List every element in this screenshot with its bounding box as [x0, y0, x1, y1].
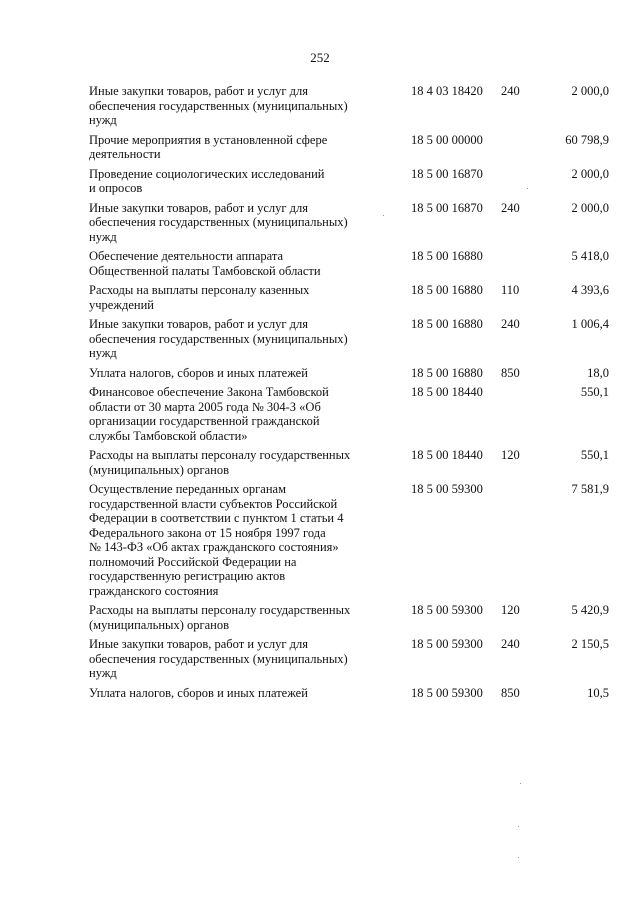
row-amount: 2 150,5	[571, 637, 609, 651]
row-expense-kind: 120	[501, 603, 520, 617]
row-code: 18 5 00 16870	[411, 166, 483, 181]
row-code: 18 5 00 00000	[411, 132, 483, 147]
row-code: 18 5 00 16880	[411, 317, 483, 331]
table-row	[89, 385, 609, 443]
row-code: 18 5 00 16870	[411, 200, 483, 215]
row-amount: 10,5	[587, 685, 609, 700]
row-code: 18 5 00 59300	[411, 603, 483, 617]
row-name-line: № 143-ФЗ «Об актах гражданского состояния»	[89, 540, 339, 554]
row-expense-kind: 240	[501, 84, 520, 98]
row-code: 18 5 00 59300	[411, 482, 483, 496]
table-row	[89, 317, 609, 361]
row-amount: 2 000,0	[571, 84, 609, 98]
row-name	[89, 385, 379, 443]
row-name-line: и опросов	[89, 181, 143, 195]
row-name-line: обеспечения государственных (муниципальных)	[89, 98, 348, 113]
row-amount: 4 393,6	[571, 283, 609, 297]
row-name-line: Иные закупки товаров, работ и услуг для	[89, 200, 309, 215]
row-name-line: обеспечения государственных (муниципальных)	[89, 215, 348, 229]
row-name-line: Обеспечение деятельности аппарата	[89, 249, 284, 263]
row-expense-kind: 850	[501, 365, 520, 380]
row-code: 18 5 00 18440	[411, 448, 483, 462]
scan-speck	[520, 783, 521, 784]
row-expense-kind: 240	[501, 200, 520, 215]
row-name-line: Федерального закона от 15 ноября 1997 года	[89, 525, 326, 540]
table-row	[89, 448, 609, 477]
row-name-line: Финансовое обеспечение Закона Тамбовской	[89, 385, 329, 399]
row-amount: 18,0	[587, 365, 609, 380]
table-row	[89, 482, 609, 598]
row-amount: 550,1	[580, 448, 609, 462]
row-name-line: Иные закупки товаров, работ и услуг для	[89, 317, 309, 331]
row-code: 18 5 00 59300	[411, 685, 483, 700]
row-expense-kind: 850	[501, 685, 520, 700]
row-name	[89, 133, 379, 162]
page-number: 252	[310, 50, 330, 65]
row-name-line: (муниципальных) органов	[89, 617, 230, 632]
scan-speck	[527, 188, 528, 189]
table-row	[89, 84, 609, 128]
row-name-line: полномочий Российской Федерации на	[89, 554, 297, 569]
row-name	[89, 482, 379, 598]
row-name	[89, 366, 379, 381]
row-name-line: Иные закупки товаров, работ и услуг для	[89, 637, 309, 651]
row-name	[89, 637, 379, 681]
row-expense-kind: 240	[501, 317, 520, 331]
row-name	[89, 448, 379, 477]
row-name-line: области от 30 марта 2005 года № 304-З «Об	[89, 399, 321, 414]
row-name	[89, 317, 379, 361]
row-name-line: Расходы на выплаты персоналу государственных	[89, 448, 351, 462]
row-name-line: Проведение социологических исследований	[89, 166, 325, 181]
table-row	[89, 133, 609, 162]
row-amount: 550,1	[580, 385, 609, 399]
row-amount: 60 798,9	[565, 132, 609, 147]
table-row	[89, 201, 609, 245]
table-row	[89, 249, 609, 278]
row-name-line: Федерации в соответствии с пунктом 1 статьи 4	[89, 511, 344, 525]
row-name-line: государственную регистрацию актов	[89, 569, 286, 583]
table-row	[89, 283, 609, 312]
table-row	[89, 167, 609, 196]
row-name-line: Иные закупки товаров, работ и услуг для	[89, 84, 309, 98]
row-expense-kind: 240	[501, 637, 520, 651]
row-name-line: Расходы на выплаты персоналу государственных	[89, 603, 351, 617]
row-name-line: организации государственной гражданской	[89, 414, 320, 428]
row-name-line: Уплата налогов, сборов и иных платежей	[89, 365, 308, 380]
row-name-line: нужд	[89, 113, 117, 127]
budget-table	[89, 84, 609, 705]
row-name	[89, 686, 379, 701]
table-row	[89, 637, 609, 681]
row-name-line: нужд	[89, 346, 117, 360]
table-row	[89, 603, 609, 632]
row-code: 18 5 00 16880	[411, 283, 483, 297]
row-name-line: нужд	[89, 666, 117, 680]
row-amount: 2 000,0	[571, 166, 609, 181]
row-name-line: Расходы на выплаты персоналу казенных	[89, 283, 310, 297]
row-name	[89, 201, 379, 245]
table-row	[89, 366, 609, 381]
row-name	[89, 249, 379, 278]
row-name-line: (муниципальных) органов	[89, 462, 230, 477]
row-name	[89, 167, 379, 196]
row-name-line: государственной власти субъектов Российской	[89, 496, 338, 511]
row-name-line: гражданского состояния	[89, 583, 219, 598]
row-amount: 2 000,0	[571, 200, 609, 215]
row-code: 18 5 00 16880	[411, 249, 483, 263]
row-amount: 5 420,9	[571, 603, 609, 617]
row-name-line: Прочие мероприятия в установленной сфере	[89, 132, 328, 147]
scan-speck	[518, 857, 519, 858]
row-name-line: Общественной палаты Тамбовской области	[89, 263, 321, 278]
row-expense-kind: 110	[501, 283, 520, 297]
row-amount: 5 418,0	[571, 249, 609, 263]
row-name-line: Уплата налогов, сборов и иных платежей	[89, 685, 308, 700]
scan-speck	[518, 826, 519, 827]
table-row	[89, 686, 609, 701]
row-name-line: учреждений	[89, 297, 154, 312]
row-name	[89, 603, 379, 632]
row-code: 18 5 00 59300	[411, 637, 483, 651]
row-code: 18 4 03 18420	[411, 84, 483, 98]
row-code: 18 5 00 16880	[411, 365, 483, 380]
row-code: 18 5 00 18440	[411, 385, 483, 399]
row-name-line: обеспечения государственных (муниципальных)	[89, 331, 348, 346]
scan-speck	[383, 215, 384, 216]
row-name	[89, 84, 379, 128]
row-name-line: нужд	[89, 229, 117, 244]
row-expense-kind: 120	[501, 448, 520, 462]
row-amount: 1 006,4	[571, 317, 609, 331]
row-name	[89, 283, 379, 312]
row-name-line: службы Тамбовской области»	[89, 428, 248, 443]
row-name-line: Осуществление переданных органам	[89, 482, 286, 496]
row-name-line: обеспечения государственных (муниципальных)	[89, 651, 348, 666]
row-name-line: деятельности	[89, 147, 161, 161]
row-amount: 7 581,9	[571, 482, 609, 496]
